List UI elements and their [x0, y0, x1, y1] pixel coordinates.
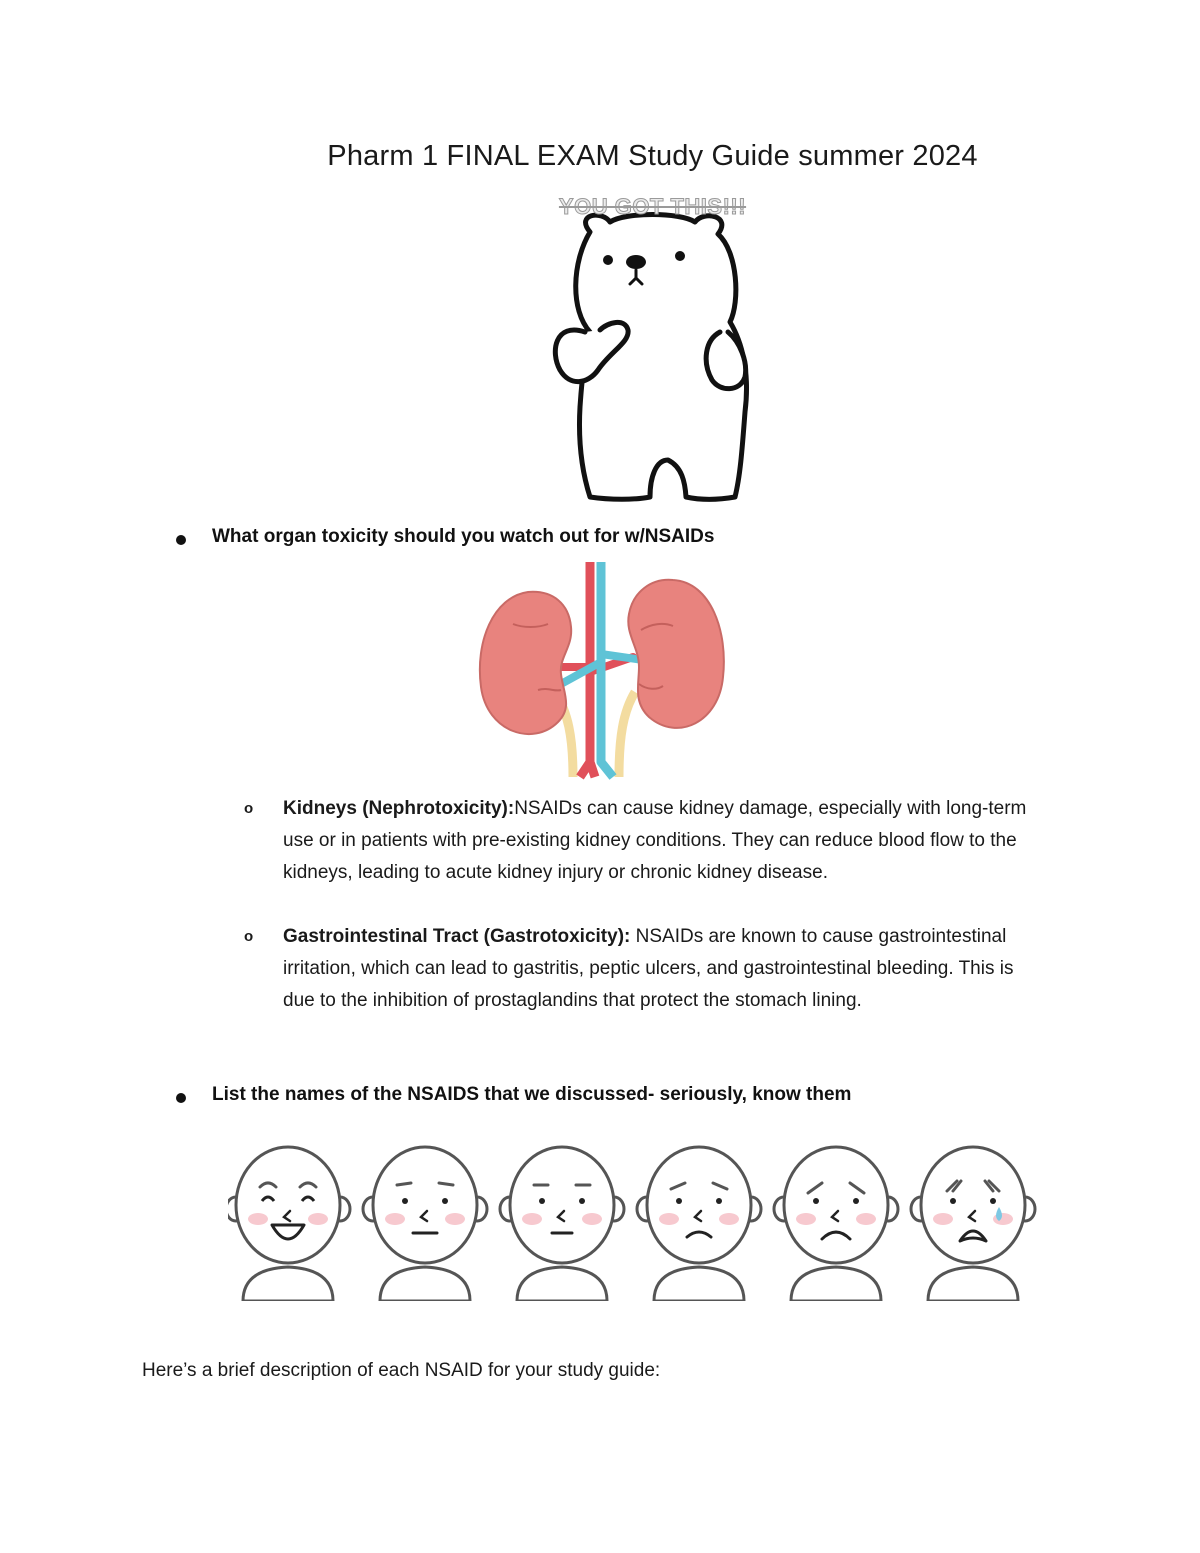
page-title: Pharm 1 FINAL EXAM Study Guide summer 2024 — [327, 140, 978, 172]
sub-bullet-marker: o — [244, 800, 254, 817]
polar-bear-icon — [490, 192, 815, 510]
question-1-text: What organ toxicity should you watch out for w/NSAIDs — [212, 526, 715, 547]
pain-scale-faces-illustration — [228, 1143, 1043, 1301]
faces-icon — [228, 1143, 1043, 1301]
bullet-icon — [176, 1093, 186, 1103]
face-1 — [228, 1147, 350, 1301]
kidney-illustration — [473, 562, 728, 782]
face-5 — [774, 1147, 898, 1301]
bear-caption: YOU GOT THIS!!! — [558, 194, 747, 219]
bear-illustration — [490, 192, 815, 510]
question-2-text: List the names of the NSAIDS that we discussed- seriously, know them — [212, 1084, 852, 1105]
face-2 — [363, 1147, 487, 1301]
bullet-icon — [176, 535, 186, 545]
sub-item-kidneys-lead: Kidneys (Nephrotoxicity): — [283, 798, 515, 819]
sub-item-gastro-text: NSAIDs are known to cause gastrointestinal irritation, which can lead to gastritis, peptic ulcers, and gastrointestinal bleeding. This is due to the inhibition of prostaglandins that protect the stomach lining. — [283, 926, 1014, 1011]
face-3 — [500, 1147, 624, 1301]
closing-paragraph: Here’s a brief description of each NSAID for your study guide: — [142, 1360, 661, 1381]
kidney-icon — [473, 562, 728, 782]
sub-item-kidneys-text: NSAIDs can cause kidney damage, especially with long-term use or in patients with pre-existing kidney conditions. They can reduce blood flow to the kidneys, leading to acute kidney injury or chronic kidney disease. — [283, 798, 1027, 883]
sub-bullet-marker: o — [244, 928, 254, 945]
sub-item-gastro-body — [283, 921, 1043, 1017]
sub-item-kidneys-body — [283, 793, 1043, 889]
sub-item-gastro-lead: Gastrointestinal Tract (Gastrotoxicity): — [283, 926, 631, 947]
face-6 — [911, 1147, 1035, 1301]
face-4 — [637, 1147, 761, 1301]
